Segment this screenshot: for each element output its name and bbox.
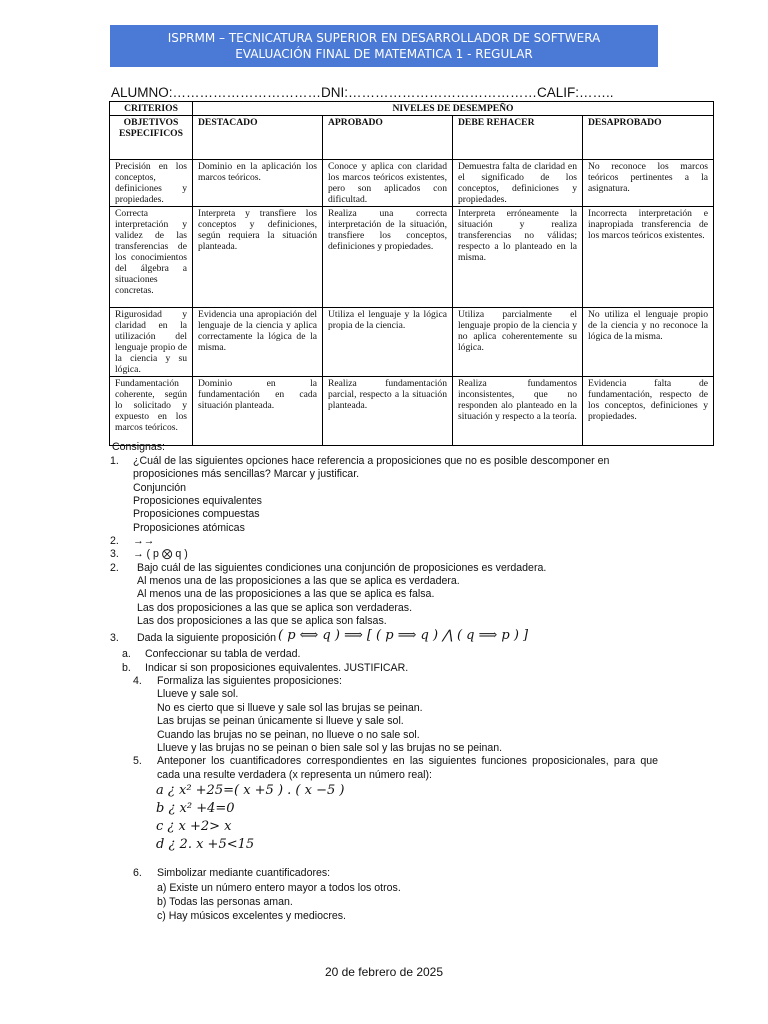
question-number: 3. [110, 632, 119, 644]
niveles-header: NIVELES DE DESEMPEÑO [193, 102, 714, 116]
question-number: 4. [133, 675, 142, 687]
student-info-line: ALUMNO:……………………………DNI:……………………………………CALIF:…….. [111, 85, 614, 100]
column-header: DESAPROBADO [583, 116, 714, 160]
question-text: cada una resulte verdadera (x representa un número real): [157, 769, 433, 781]
table-row [110, 160, 714, 207]
option-item: Conjunción [133, 482, 187, 494]
column-header: APROBADO [323, 116, 453, 160]
list-item: Llueve y las brujas no se peinan o bien sale sol y las brujas no se peinan. [157, 742, 503, 754]
table-row [110, 377, 714, 446]
table-cell: Utiliza parcialmente el lenguaje propio de la ciencia y no aplica coherentemente su lógica. [453, 308, 583, 377]
option-item: Al menos una de las proposiciones a las que se aplica es verdadera. [137, 575, 460, 587]
table-cell: Incorrecta interpretación e inapropiada transferencia de los marcos teóricos existentes. [583, 207, 714, 308]
option-item: Al menos una de las proposiciones a las que se aplica es falsa. [137, 588, 435, 600]
sub-item-text: Indicar si son proposiciones equivalentes. JUSTIFICAR. [145, 662, 409, 674]
option-item: Las dos proposiciones a las que se aplica son verdaderas. [137, 602, 413, 614]
list-item: c) Hay músicos excelentes y mediocres. [157, 910, 346, 922]
column-header: DESTACADO [193, 116, 323, 160]
question-number: 6. [133, 867, 142, 879]
option-item: Proposiciones equivalentes [133, 495, 262, 507]
table-cell: Dominio en la aplicación los marcos teóricos. [193, 160, 323, 207]
question-text: Formaliza las siguientes proposiciones: [157, 675, 342, 687]
question-text: Simbolizar mediante cuantificadores: [157, 867, 331, 879]
formula-line: c ¿ x +2> x [156, 819, 232, 834]
table-cell: Utiliza el lenguaje y la lógica propia de la ciencia. [323, 308, 453, 377]
table-cell: Rigurosidad y claridad en la utilización del lenguaje propio de la ciencia y su lógica. [110, 308, 193, 377]
column-header: OBJETIVOS ESPECIFICOS [110, 116, 193, 160]
list-item: b) Todas las personas aman. [157, 896, 293, 908]
table-cell: Precisión en los conceptos, definiciones y propiedades. [110, 160, 193, 207]
table-cell: Interpreta erróneamente la situación y realiza transferencias no válidas; respecto a lo planteado en la misma. [453, 207, 583, 308]
table-cell: No reconoce los marcos teóricos pertinentes a la asignatura. [583, 160, 714, 207]
formula-line: b ¿ x² +4=0 [156, 801, 235, 816]
option-item: Las dos proposiciones a las que se aplica son falsas. [137, 615, 387, 627]
list-item: Las brujas se peinan únicamente si llueve y sale sol. [157, 715, 404, 727]
question-text: →→ [133, 535, 155, 547]
question-text: Dada la siguiente proposición [137, 632, 276, 644]
table-cell: Evidencia una apropiación del lenguaje de la ciencia y aplica correctamente la lógica de la misma. [193, 308, 323, 377]
rubric-table [109, 101, 714, 446]
table-cell: Correcta interpretación y validez de las transferencias de los conocimientos del álgebra a situaciones concretas. [110, 207, 193, 308]
question-number: 3. [110, 548, 119, 560]
footer-date: 20 de febrero de 2025 [324, 965, 444, 979]
list-item: Cuando las brujas no se peinan, no llueve o no sale sol. [157, 729, 420, 741]
sub-item-letter: a. [122, 648, 131, 660]
table-row [110, 207, 714, 308]
list-item: a) Existe un número entero mayor a todos los otros. [157, 882, 401, 894]
question-number: 1. [110, 455, 119, 467]
question-text: proposiciones más sencillas? Marcar y justificar. [133, 468, 360, 480]
question-number: 2. [110, 535, 119, 547]
table-cell: Realiza fundamentación parcial, respecto a la situación planteada. [323, 377, 453, 446]
question-number: 2. [110, 562, 119, 574]
question-text: Bajo cuál de las siguientes condiciones una conjunción de proposiciones es verdadera. [137, 562, 547, 574]
formula-line: a ¿ x² +25=( x +5 ) . ( x −5 ) [156, 783, 345, 798]
list-item: No es cierto que si llueve y sale sol las brujas se peinan. [157, 702, 423, 714]
exam-header-banner [110, 25, 658, 67]
option-item: Proposiciones atómicas [133, 522, 245, 534]
header-line-2: EVALUACIÓN FINAL DE MATEMATICA 1 - REGULAR [235, 46, 533, 61]
question-text: Anteponer los cuantificadores correspondientes en las siguientes funciones proposicionales, para que [157, 755, 658, 767]
table-cell: No utiliza el lenguaje propio de la ciencia y no reconoce la lógica de la misma. [583, 308, 714, 377]
table-cell: Realiza fundamentos inconsistentes, que no responden alo planteado en la situación y respecto a la teoría. [453, 377, 583, 446]
table-cell: Realiza una correcta interpretación de la situación, transfiere los conceptos, definiciones y propiedades. [323, 207, 453, 308]
column-header: DEBE REHACER [453, 116, 583, 160]
proposition-formula: ( p ⟺ q ) ⟹ [ ( p ⟹ q ) ⋀ ( q ⟹ p ) ] [278, 628, 529, 643]
sub-item-letter: b. [122, 662, 131, 674]
consignas-title: Consignas: [112, 441, 165, 453]
table-row [110, 308, 714, 377]
criterios-header: CRITERIOS [110, 102, 193, 116]
table-cell: Conoce y aplica con claridad los marcos teóricos existentes, pero son aplicados con dificultad. [323, 160, 453, 207]
table-cell: Demuestra falta de claridad en el significado de los conceptos, definiciones y propiedades. [453, 160, 583, 207]
header-line-1: ISPRMM – TECNICATURA SUPERIOR EN DESARROLLADOR DE SOFTWERA [167, 31, 601, 45]
table-cell: Interpreta y transfiere los conceptos y definiciones, según requiera la situación planteada. [193, 207, 323, 308]
question-text: → ( p ⨂ q ) [133, 548, 188, 560]
formula-line: d ¿ 2. x +5<15 [156, 837, 255, 852]
sub-item-text: Confeccionar su tabla de verdad. [145, 648, 301, 660]
table-cell: Dominio en la fundamentación en cada situación planteada. [193, 377, 323, 446]
list-item: Llueve y sale sol. [157, 688, 239, 700]
table-cell: Fundamentación coherente, según lo solicitado y expuesto en los marcos teóricos. [110, 377, 193, 446]
question-text: ¿Cuál de las siguientes opciones hace referencia a proposiciones que no es posible descomponer en [133, 455, 610, 467]
table-cell: Evidencia falta de fundamentación, respecto de los conceptos, definiciones y propiedades. [583, 377, 714, 446]
question-number: 5. [133, 755, 142, 767]
option-item: Proposiciones compuestas [133, 508, 260, 520]
